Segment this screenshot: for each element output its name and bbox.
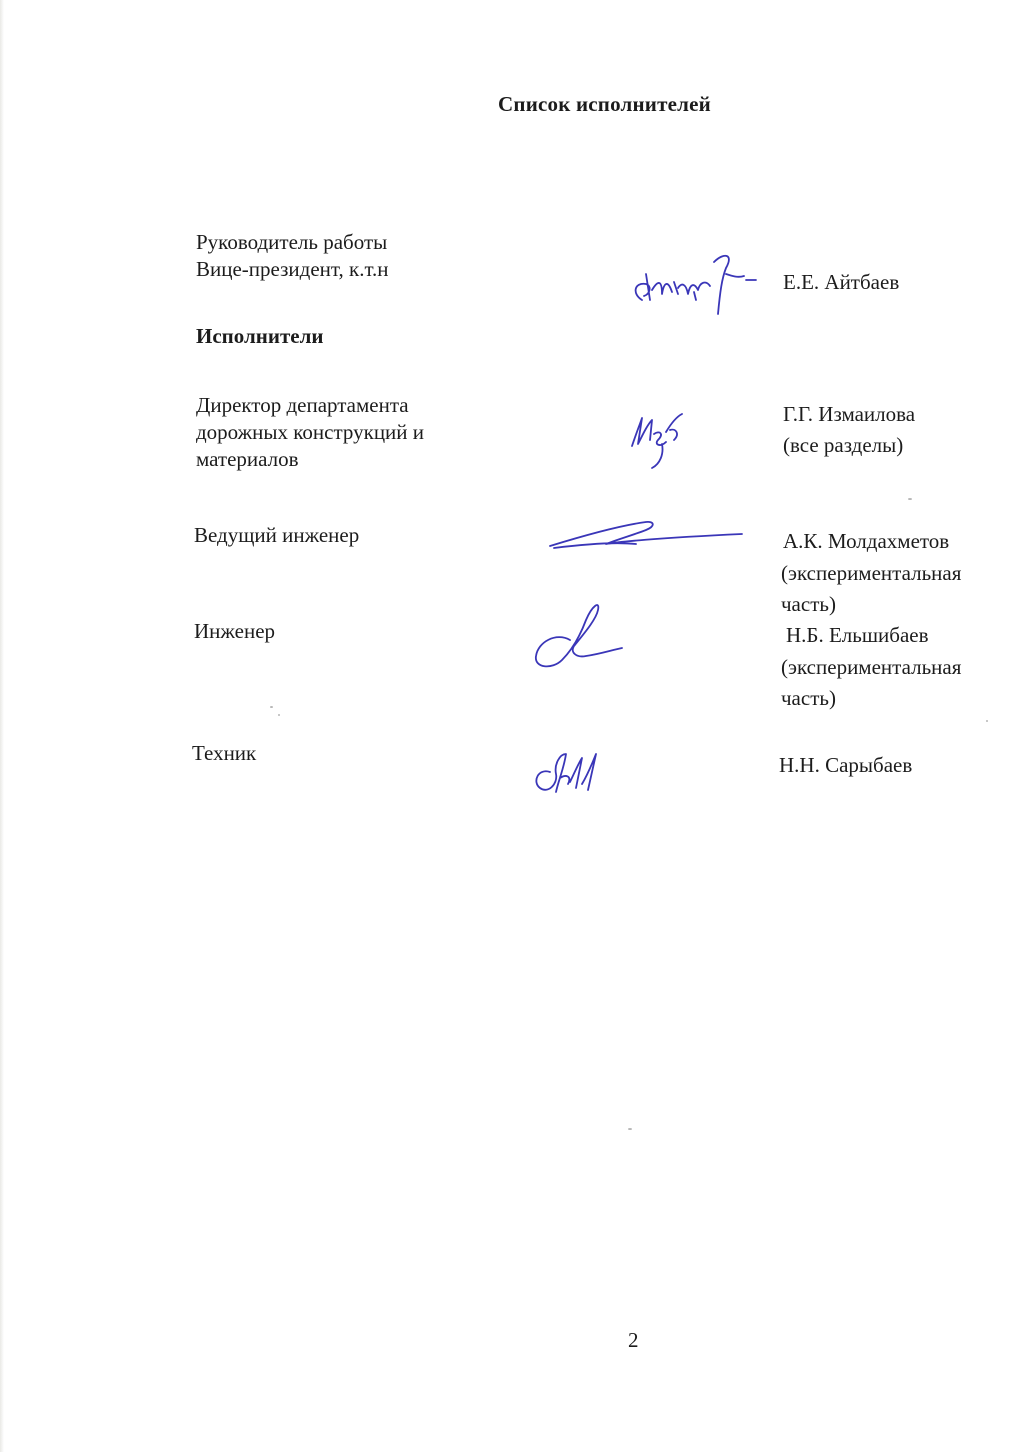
leader-name: Е.Е. Айтбаев bbox=[783, 270, 900, 294]
signature-izmailova bbox=[626, 404, 696, 474]
executor-1-role-line-1: Директор департамента bbox=[196, 393, 409, 417]
executor-3-role: Инженер bbox=[194, 619, 276, 643]
signature-moldakhmetov bbox=[546, 508, 746, 556]
scan-speck bbox=[270, 706, 273, 708]
executor-3-name: Н.Б. Ельшибаев bbox=[786, 623, 929, 647]
signature-aitbaev bbox=[628, 244, 758, 324]
executor-1-name: Г.Г. Измаилова bbox=[783, 402, 916, 426]
page-title: Список исполнителей bbox=[498, 92, 711, 116]
executor-1-role-line-2: дорожных конструкций и bbox=[196, 420, 425, 444]
scan-speck bbox=[908, 498, 912, 500]
leader-role-line-2: Вице-президент, к.т.н bbox=[196, 257, 389, 281]
scan-speck bbox=[628, 1128, 632, 1130]
signature-sarybaev bbox=[530, 744, 610, 802]
executor-4-name: Н.Н. Сарыбаев bbox=[779, 753, 913, 777]
executors-heading: Исполнители bbox=[196, 324, 324, 348]
executor-2-role: Ведущий инженер bbox=[194, 523, 360, 547]
signature-elshibaev bbox=[530, 596, 630, 676]
scan-speck bbox=[278, 714, 280, 716]
scan-speck bbox=[986, 720, 988, 722]
scan-edge bbox=[0, 0, 4, 1452]
executor-3-note-line-1: (экспериментальная bbox=[781, 655, 962, 679]
leader-role-line-1: Руководитель работы bbox=[196, 230, 388, 254]
executor-2-note-line-1: (экспериментальная bbox=[781, 561, 962, 585]
executor-1-role-line-3: материалов bbox=[196, 447, 299, 471]
executor-3-note-line-2: часть) bbox=[781, 686, 836, 710]
executor-2-note-line-2: часть) bbox=[781, 592, 836, 616]
page-number: 2 bbox=[628, 1328, 639, 1352]
executor-2-name: А.К. Молдахметов bbox=[783, 529, 950, 553]
executor-4-role: Техник bbox=[192, 741, 257, 765]
executor-1-note: (все разделы) bbox=[783, 433, 904, 457]
